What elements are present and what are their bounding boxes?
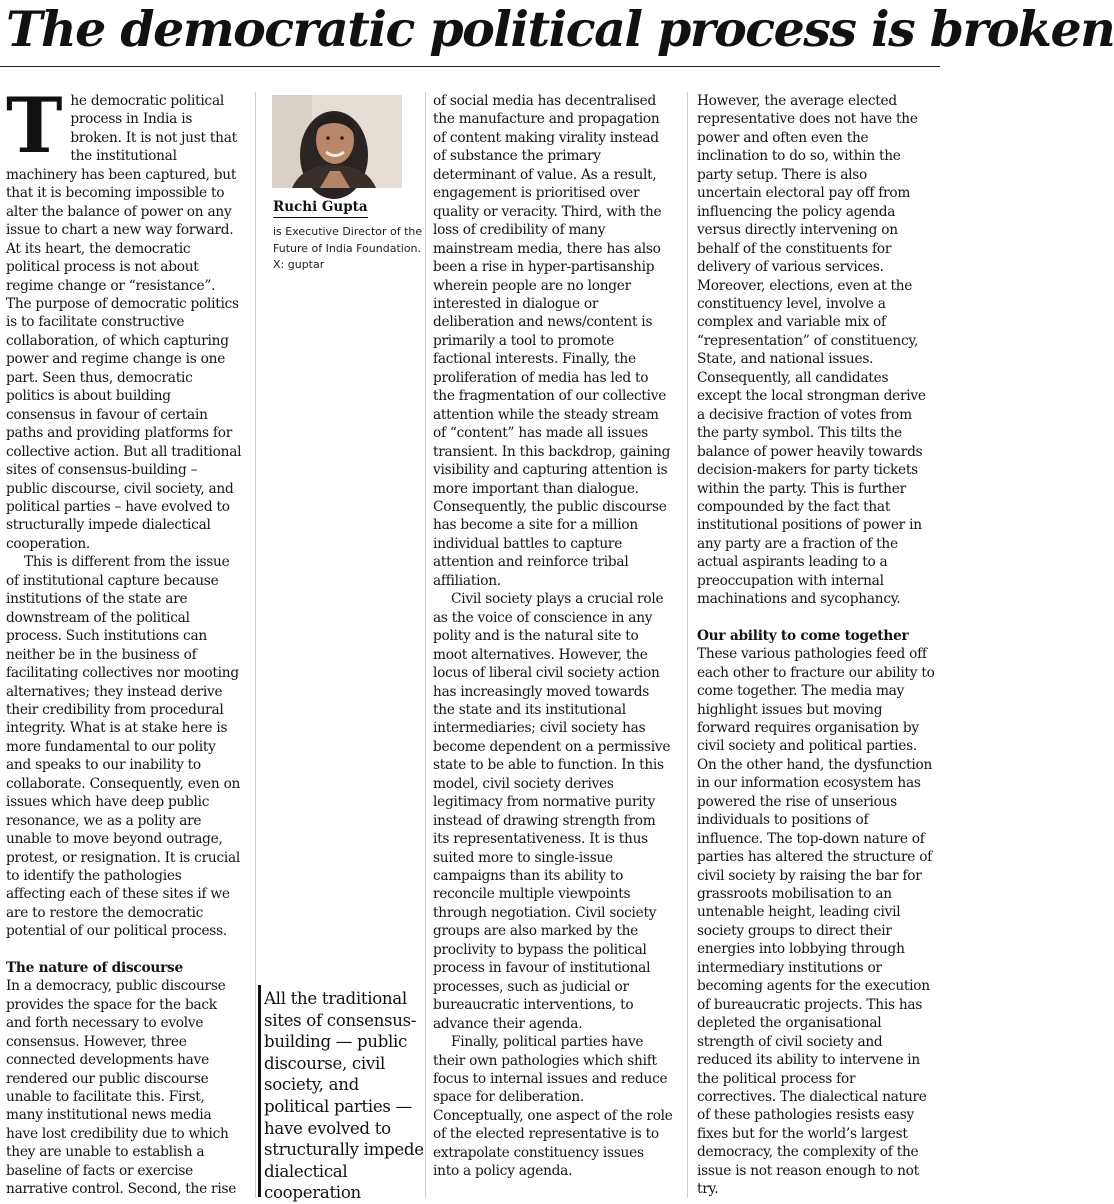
article-column-3 (433, 92, 673, 1181)
author-name: Ruchi Gupta (273, 199, 368, 218)
drop-cap: T (6, 81, 63, 170)
headline: The democratic political process is broken (6, 0, 1114, 58)
intro-text: he democratic political process in India is broken. It is not just that the institutional machinery has been captured, but that it is becoming impossible to alter the balance of power on any issue to chart a new way forward. At its heart, the democratic political process is not about regime change or “resistance”. The purpose of democratic politics is to facilitate constructive collaboration, of which capturing power and regime change is one part. Seen thus, democratic politics is about building consensus in favour of certain paths and providing platforms for collective action. But all traditional sites of consensus-building – public discourse, civil society, and political parties – have evolved to structurally impede dialectical cooperation. (6, 93, 242, 552)
subheading-together: Our ability to come together (697, 627, 909, 644)
headline-rule (0, 66, 940, 67)
column-divider (255, 92, 256, 1198)
paragraph: However, the average elected representative does not have the power and often even the inclination to do so, within the party setup. There is also uncertain electoral pay off from influencing the policy agenda versus directly intervening on behalf of the constituents for delivery of various services. Moreover, elections, even at the constituency level, involve a complex and variable mix of “representation” of constituency, State, and national issues. Consequently, all candidates except the local strongman derive a decisive fraction of votes from the party symbol. This tilts the balance of power heavily towards decision-makers for party tickets within the party. This is further compounded by the fact that institutional positions of power in any party are a fraction of the actual aspirants leading to a preoccupation with internal machinations and sycophancy. (697, 93, 926, 608)
paragraph: In a democracy, public discourse provides the space for the back and forth necessary to evolve consensus. However, three connected developments have rendered our public discourse unable to facilitate this. First, many institutional news media have lost credibility due to which they are unable to establish a baseline of facts or exercise narrative control. Second, the rise (6, 978, 237, 1198)
paragraph: of social media has decentralised the manufacture and propagation of content making virality instead of substance the primary determinant of value. As a result, engagement is prioritised over quality or veracity. Third, with the loss of credibility of many mainstream media, there has also been a rise in hyper-partisanship wherein people are no longer interested in dialogue or deliberation and news/content is primarily a tool to promote factional interests. Finally, the proliferation of media has led to the fragmentation of our collective attention while the steady stream of “content” has made all issues transient. In this backdrop, gaining visibility and capturing attention is more important than dialogue. Consequently, the public discourse has become a site for a million individual battles to capture attention and reinforce tribal affiliation. (433, 93, 671, 589)
intro-paragraph (6, 81, 242, 553)
author-box (273, 196, 423, 274)
paragraph: Civil society plays a crucial role as the voice of conscience in any polity and is the natural site to moot alternatives. However, the locus of liberal civil society action has increasingly moved towards the state and its institutional intermediaries; civil society has become dependent on a permissive state to be able to function. In this model, civil society derives legitimacy from normative purity instead of drawing strength from its representativeness. It is thus suited more to single-issue campaigns than its ability to reconcile multiple viewpoints through negotiation. Civil society groups are also marked by the proclivity to bypass the political process in favour of institutional processes, such as judicial or bureaucratic interventions, to advance their agenda. (433, 591, 671, 1032)
pull-quote: All the traditional sites of consensus-building — public discourse, civil society, and political parties — have evolved to structurally impede dialectical cooperation (264, 989, 424, 1203)
subheading-discourse: The nature of discourse (6, 959, 183, 976)
author-bio: is Executive Director of the Future of India Foundation. X: guptar (273, 225, 423, 271)
column-divider (687, 92, 688, 1198)
paragraph: Finally, political parties have their own pathologies which shift focus to internal issues and reduce space for deliberation. Conceptually, one aspect of the role of the elected representative is to extrapolate constituency issues into a policy agenda. (433, 1034, 673, 1180)
paragraph: These various pathologies feed off each other to fracture our ability to come together. The media may highlight issues but moving forward requires organisation by civil society and political parties. On the other hand, the dysfunction in our information ecosystem has powered the rise of unserious individuals to positions of influence. The top-down nature of parties has altered the structure of civil society by raising the bar for grassroots mobilisation to an untenable height, leading civil society groups to direct their energies into lobbying through intermediary institutions or becoming agents for the execution of bureaucratic projects. This has depleted the organisational strength of civil society and reduced its ability to intervene in the political process for correctives. The dialectical nature of these pathologies resists easy fixes but for the world’s largest democracy, the complexity of the issue is not reason enough to not try. (697, 646, 935, 1198)
paragraph: This is different from the issue of institutional capture because institutions of the state are downstream of the political process. Such institutions can neither be in the business of facilitating collectives nor mooting alternatives; they instead derive their credibility from procedural integrity. What is at stake here is more fundamental to our polity and speaks to our inability to collaborate. Consequently, even on issues which have deep public resonance, we as a polity are unable to move beyond outrage, protest, or resignation. It is crucial to identify the pathologies affecting each of these sites if we are to restore the democratic potential of our political process. (6, 554, 241, 940)
author-portrait-image (272, 95, 402, 188)
author-photo (272, 95, 402, 188)
article-column-4 (697, 92, 935, 1199)
pull-quote-rule (258, 985, 261, 1197)
column-divider (425, 92, 426, 1198)
article-column-1 (6, 81, 242, 1199)
